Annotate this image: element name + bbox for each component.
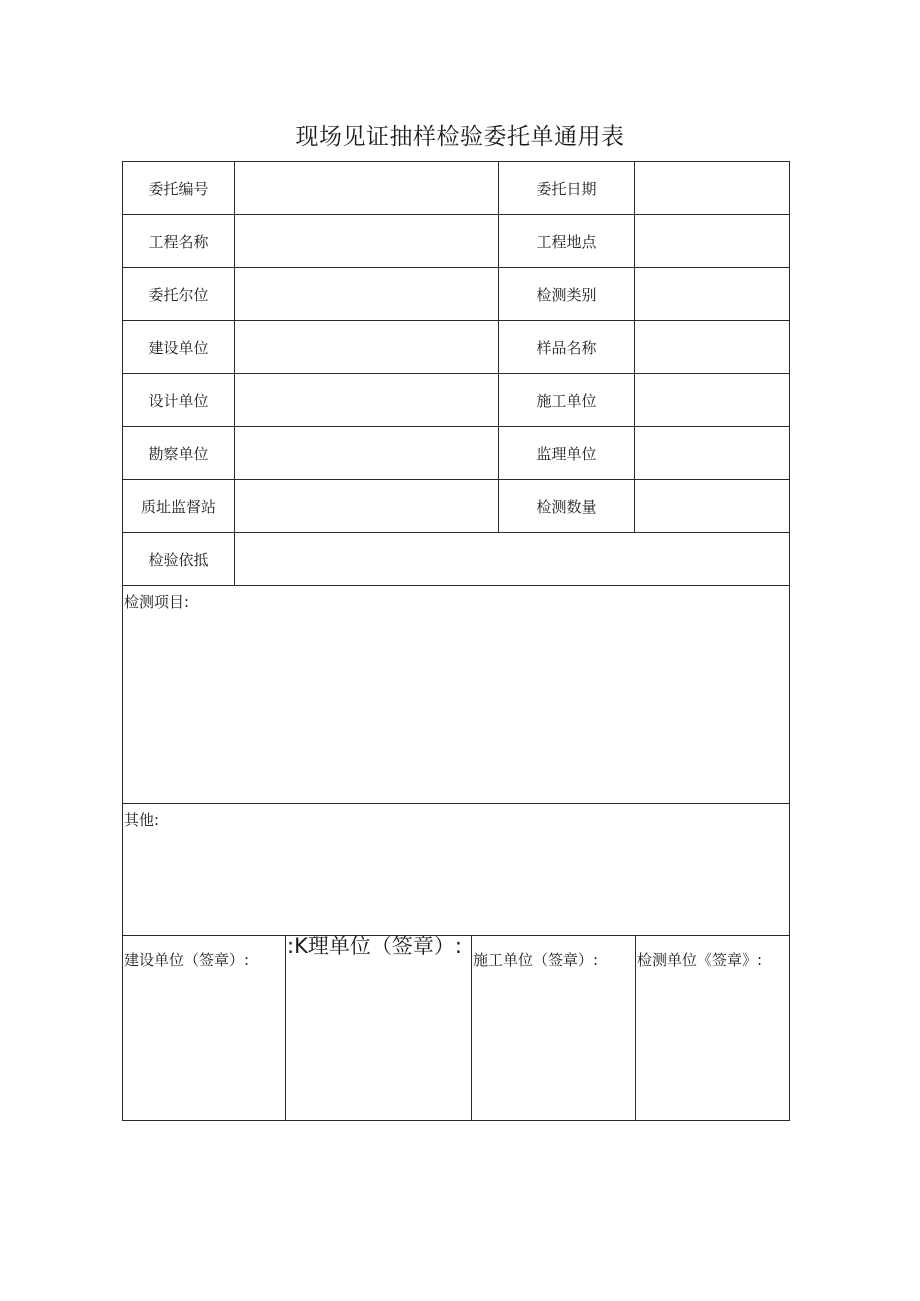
- field-quality-station[interactable]: [234, 479, 499, 533]
- signature-testing-label: 检测单位《签章》:: [637, 951, 763, 969]
- label-contractor-unit: 施工单位: [498, 373, 635, 427]
- signature-testing-box[interactable]: [635, 935, 790, 1121]
- signature-supervision-box[interactable]: [285, 935, 472, 1121]
- field-commissioning-unit[interactable]: [234, 267, 499, 321]
- test-items-label: 检测项目:: [124, 593, 190, 611]
- label-project-name: 工程名称: [122, 214, 235, 268]
- commission-form: [122, 161, 790, 1121]
- label-commissioning-unit: 委托尔位: [122, 267, 235, 321]
- label-construction-owner: 建设单位: [122, 320, 235, 374]
- other-section[interactable]: [122, 803, 790, 936]
- test-items-section[interactable]: [122, 585, 790, 804]
- label-test-basis: 检验依抵: [122, 532, 235, 586]
- field-test-category[interactable]: [634, 267, 790, 321]
- label-supervision-unit: 监理单位: [498, 426, 635, 480]
- label-quality-station: 质址监督站: [122, 479, 235, 533]
- field-project-name[interactable]: [234, 214, 499, 268]
- signature-supervision-label-text: :K理单位（签章）:: [287, 934, 462, 958]
- label-test-category: 检测类别: [498, 267, 635, 321]
- other-label: 其他:: [124, 811, 160, 829]
- field-commission-number[interactable]: [234, 161, 499, 215]
- field-test-basis[interactable]: [234, 532, 790, 586]
- signature-contractor-box[interactable]: [471, 935, 636, 1121]
- signature-owner-label: 建设单位（签章）:: [124, 951, 250, 969]
- label-design-unit: 设计单位: [122, 373, 235, 427]
- field-supervision-unit[interactable]: [634, 426, 790, 480]
- label-test-quantity: 检测数量: [498, 479, 635, 533]
- label-survey-unit: 勘察单位: [122, 426, 235, 480]
- field-contractor-unit[interactable]: [634, 373, 790, 427]
- field-test-quantity[interactable]: [634, 479, 790, 533]
- signature-owner-box[interactable]: [122, 935, 286, 1121]
- label-commission-number: 委托编号: [122, 161, 235, 215]
- label-sample-name: 样品名称: [498, 320, 635, 374]
- field-commission-date[interactable]: [634, 161, 790, 215]
- label-commission-date: 委托日期: [498, 161, 635, 215]
- signature-contractor-label: 施工单位（签章）:: [473, 951, 599, 969]
- signature-supervision-label: [287, 936, 471, 957]
- label-project-location: 工程地点: [498, 214, 635, 268]
- field-sample-name[interactable]: [634, 320, 790, 374]
- field-survey-unit[interactable]: [234, 426, 499, 480]
- field-construction-owner[interactable]: [234, 320, 499, 374]
- field-design-unit[interactable]: [234, 373, 499, 427]
- form-title: 现场见证抽样检验委托单通用表: [295, 124, 625, 150]
- field-project-location[interactable]: [634, 214, 790, 268]
